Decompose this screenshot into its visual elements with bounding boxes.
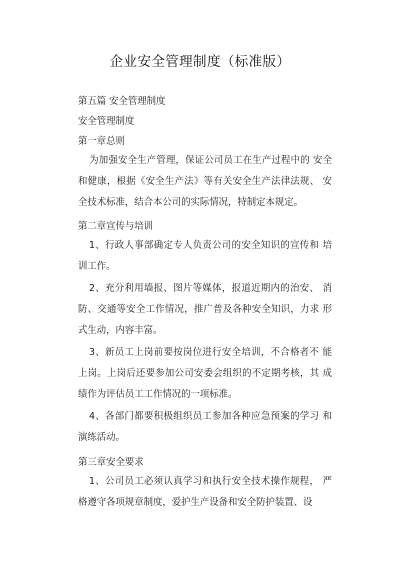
chapter2-paragraph-1 [78, 235, 332, 277]
chapter2-paragraph-3 [78, 342, 332, 405]
chapter3-heading: 第三章安全要求 [78, 457, 144, 468]
chapter2-paragraph-4 [78, 406, 332, 448]
chapter2-paragraph-3-text: 3、新员工上岗前要按岗位进行安全培训，不合格者不 能上岗。上岗后还要参加公司安委会组织的不定期考核，其 成绩作为评估员工工作情况的一项标准。 [78, 347, 332, 400]
chapter2-paragraph-4-text: 4、各部门都要积极组织员工参加各种应急预案的学习 和演练活动。 [78, 411, 332, 443]
chapter2-heading: 第二章宣传与培训 [78, 221, 154, 232]
chapter3-paragraph-1 [78, 471, 332, 513]
doc-heading: 安全管理制度 [78, 116, 135, 127]
chapter2-paragraph-2-text: 2、充分利用墙报、图片等媒体，报道近期内的治安、 消防、交通等安全工作情况，推广普及各种安全知识，力求 形式生动，内容丰富。 [78, 283, 332, 336]
chapter3-paragraph-1-text: 1、公司员工必须认真学习和执行安全技术操作规程， 严格遵守各项规章制度，爱护生产设备和安全防护装置、设 [78, 476, 332, 508]
chapter2-paragraph-2 [78, 278, 332, 341]
document-title: 企业安全管理制度（标准版） [109, 54, 291, 70]
chapter2-paragraph-1-text: 1、行政人事部确定专人负责公司的安全知识的宣传和 培训工作。 [78, 240, 332, 272]
chapter1-heading: 第一章总则 [78, 136, 125, 147]
part-heading: 第五篇 安全管理制度 [78, 96, 166, 107]
chapter1-paragraph-1 [78, 150, 332, 213]
chapter1-paragraph-1-text: 为加强安全生产管理，保证公司员工在生产过程中的 安全和健康，根据《安全生产法》等有关安全生产法律法规、 安全技术标准，结合本公司的实际情况，特制定本规定。 [78, 155, 332, 208]
